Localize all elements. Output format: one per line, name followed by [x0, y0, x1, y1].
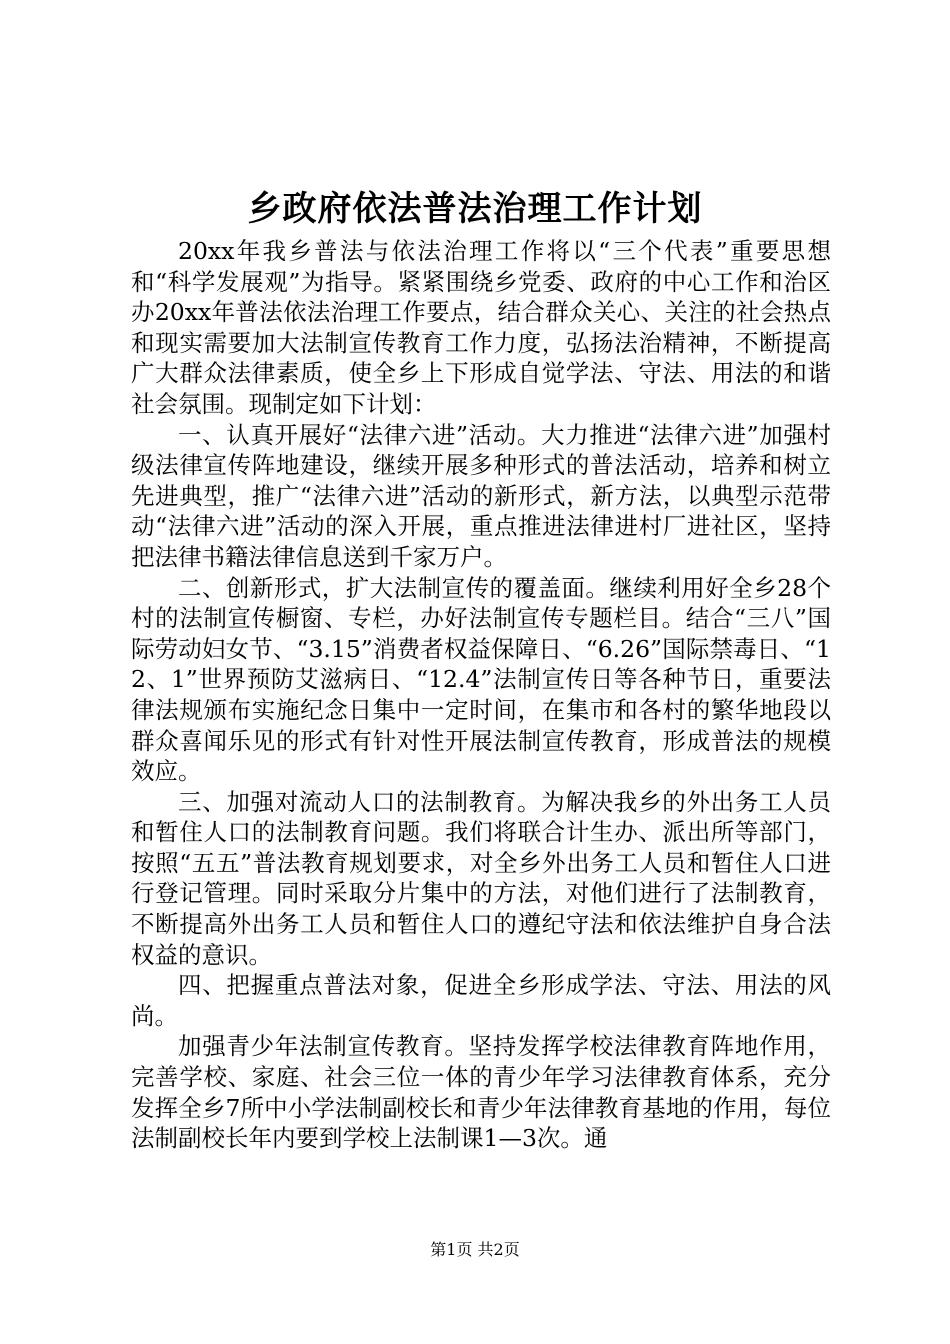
- paragraph-section-4: 四、把握重点普法对象，促进全乡形成学法、守法、用法的风尚。: [131, 971, 831, 1030]
- paragraph-section-4-detail: 加强青少年法制宣传教育。坚持发挥学校法律教育阵地作用，完善学校、家庭、社会三位一体的青少年学习法律教育体系，充分发挥全乡7所中小学法制副校长和青少年法律教育基地的作用，每位法制副校长年内要到学校上法制课1—3次。通: [131, 1032, 831, 1153]
- document-title: 乡政府依法普法治理工作计划: [247, 189, 703, 229]
- paragraph-section-2: 二、创新形式，扩大法制宣传的覆盖面。继续利用好全乡28个村的法制宣传橱窗、专栏，办好法制宣传专题栏目。结合“三八”国际劳动妇女节、“3.15”消费者权益保障日、“6.26”国际禁毒日、“12、1”世界预防艾滋病日、“12.4”法制宣传日等各种节日，重要法律法规颁布实施纪念日集中一定时间，在集市和各村的繁华地段以群众喜闻乐见的形式有针对性开展法制宣传教育，形成普法的规模效应。: [131, 573, 831, 786]
- paragraph-intro: 20xx年我乡普法与依法治理工作将以“三个代表”重要思想和“科学发展观”为指导。紧紧围绕乡党委、政府的中心工作和治区办20xx年普法依法治理工作要点，结合群众关心、关注的社会热点和现实需要加大法制宣传教育工作力度，弘扬法治精神，不断提高广大群众法律素质，使全乡上下形成自觉学法、守法、用法的和谐社会氛围。现制定如下计划：: [131, 237, 831, 418]
- paragraph-section-3: 三、加强对流动人口的法制教育。为解决我乡的外出务工人员和暂住人口的法制教育问题。我们将联合计生办、派出所等部门，按照“五五”普法教育规划要求，对全乡外出务工人员和暂住人口进行登记管理。同时采取分片集中的方法，对他们进行了法制教育，不断提高外出务工人员和暂住人口的遵纪守法和依法维护自身合法权益的意识。: [131, 787, 831, 969]
- document-body: [131, 236, 831, 1154]
- page-footer: 第1页 共2页: [430, 1240, 520, 1259]
- paragraph-section-1: 一、认真开展好“法律六进”活动。大力推进“法律六进”加强村级法律宣传阵地建设，继续开展多种形式的普法活动，培养和树立先进典型，推广“法律六进”活动的新形式，新方法，以典型示范带动“法律六进”活动的深入开展，重点推进法律进村厂进社区，坚持把法律书籍法律信息送到千家万户。: [131, 420, 831, 571]
